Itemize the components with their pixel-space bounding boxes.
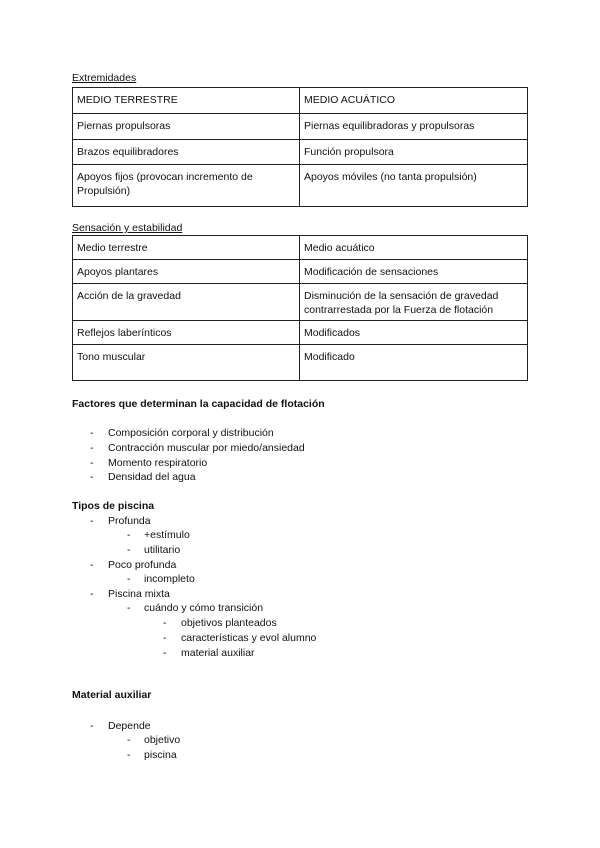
list-dash: - bbox=[127, 749, 131, 761]
extremidades-table bbox=[72, 87, 528, 207]
list-dash: - bbox=[90, 427, 94, 439]
table-row bbox=[73, 321, 528, 345]
table-row bbox=[73, 345, 528, 381]
list-item: Densidad del agua bbox=[108, 471, 196, 483]
list-item: características y evol alumno bbox=[181, 632, 317, 644]
list-item: Piscina mixta bbox=[108, 588, 170, 600]
piscina-heading: Tipos de piscina bbox=[72, 500, 155, 512]
list-dash: - bbox=[163, 647, 167, 659]
list-item: Profunda bbox=[108, 515, 151, 527]
table-cell: MEDIO ACUÁTICO bbox=[300, 88, 528, 114]
flotacion-heading: Factores que determinan la capacidad de flotación bbox=[72, 398, 325, 410]
list-dash: - bbox=[90, 471, 94, 483]
table-row bbox=[73, 140, 528, 165]
list-dash: - bbox=[90, 515, 94, 527]
material-heading: Material auxiliar bbox=[72, 689, 152, 701]
list-dash: - bbox=[90, 720, 94, 732]
list-item: material auxiliar bbox=[181, 647, 255, 659]
table-row bbox=[73, 114, 528, 140]
list-item: incompleto bbox=[144, 573, 195, 585]
sensacion-table bbox=[72, 235, 528, 381]
list-dash: - bbox=[90, 457, 94, 469]
list-item: Contracción muscular por miedo/ansiedad bbox=[108, 442, 305, 454]
table-row bbox=[73, 165, 528, 207]
table-cell: Tono muscular bbox=[73, 345, 300, 381]
table-cell: Acción de la gravedad bbox=[73, 284, 300, 321]
sensacion-title: Sensación y estabilidad bbox=[72, 222, 183, 234]
table-cell: Piernas equilibradoras y propulsoras bbox=[300, 114, 528, 140]
list-dash: - bbox=[127, 602, 131, 614]
table-cell: Modificación de sensaciones bbox=[300, 260, 528, 284]
list-item: objetivo bbox=[144, 734, 181, 746]
table-cell: Modificado bbox=[300, 345, 528, 381]
table-row bbox=[73, 260, 528, 284]
list-item: cuándo y cómo transición bbox=[144, 602, 264, 614]
table-row bbox=[73, 284, 528, 321]
table-cell: Medio acuático bbox=[300, 236, 528, 260]
list-item: Depende bbox=[108, 720, 151, 732]
list-item: +estímulo bbox=[144, 529, 190, 541]
list-item: utilitario bbox=[144, 544, 181, 556]
table-cell: Modificados bbox=[300, 321, 528, 345]
table-cell: Piernas propulsoras bbox=[73, 114, 300, 140]
table-cell: Reflejos laberínticos bbox=[73, 321, 300, 345]
list-dash: - bbox=[163, 632, 167, 644]
table-cell: Brazos equilibradores bbox=[73, 140, 300, 165]
list-item: piscina bbox=[144, 749, 177, 761]
table-cell: Función propulsora bbox=[300, 140, 528, 165]
list-dash: - bbox=[127, 544, 131, 556]
table-cell: Apoyos plantares bbox=[73, 260, 300, 284]
list-item: Poco profunda bbox=[108, 559, 177, 571]
list-dash: - bbox=[90, 442, 94, 454]
table-cell: Medio terrestre bbox=[73, 236, 300, 260]
list-dash: - bbox=[163, 617, 167, 629]
table-cell: MEDIO TERRESTRE bbox=[73, 88, 300, 114]
list-dash: - bbox=[90, 588, 94, 600]
list-item: objetivos planteados bbox=[181, 617, 277, 629]
list-dash: - bbox=[90, 559, 94, 571]
list-dash: - bbox=[127, 734, 131, 746]
table-row bbox=[73, 88, 528, 114]
list-dash: - bbox=[127, 573, 131, 585]
list-item: Composición corporal y distribución bbox=[108, 427, 274, 439]
table-row bbox=[73, 236, 528, 260]
table-cell: Apoyos móviles (no tanta propulsión) bbox=[300, 165, 528, 207]
list-dash: - bbox=[127, 529, 131, 541]
extremidades-title: Extremidades bbox=[72, 72, 137, 84]
table-cell: Apoyos fijos (provocan incremento de Propulsión) bbox=[73, 165, 300, 207]
table-cell: Disminución de la sensación de gravedad contrarrestada por la Fuerza de flotación bbox=[300, 284, 528, 321]
list-item: Momento respiratorio bbox=[108, 457, 208, 469]
